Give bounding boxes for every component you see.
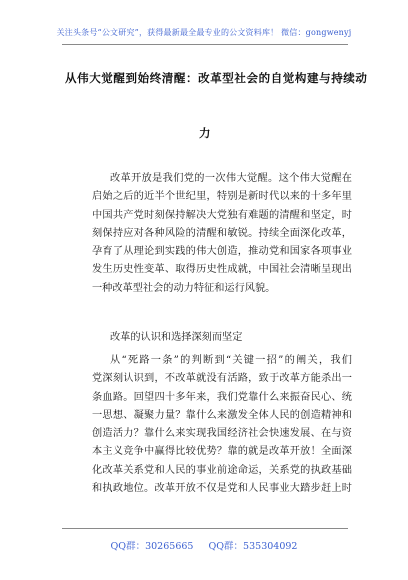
paragraph-line: 启始之后的近半个世纪里，特别是新时代以来的十多年里 [92,191,352,203]
paragraph-line: 本主义竞争中赢得比较优势？靠的就是改革开放！全面深 [92,446,352,458]
paragraph-line: 一种改革型社会的动力特征和运行风貌。 [92,282,276,294]
paragraph-line: 创造活力？靠什么来实现我国经济社会快速发展、在与资 [92,428,352,440]
header-divider [62,44,348,45]
paragraph-line: 和执政地位。改革开放不仅是党和人民事业大踏步赶上时 [92,483,352,495]
paragraph-line: 一思想、凝聚力量？靠什么来激发全体人民的创造精神和 [92,409,352,421]
footer-contacts [0,538,408,552]
footer-qq-group-1: QQ群：30265665 [110,541,194,552]
footer-divider [62,528,348,529]
paragraph-line: 刻保持应对各种风险的清醒和敏锐。持续全面深化改革， [92,227,352,239]
paragraph-line: 化改革关系党和人民的事业前途命运，关系党的执政基础 [92,464,352,476]
paragraph-line: 改革开放是我们党的一次伟大觉醒。这个伟大觉醒在 [110,173,352,184]
paragraph-line: 孕育了从理论到实践的伟大创造，推动党和国家各项事业 [92,246,352,258]
document-title-line-1: 从伟大觉醒到始终清醒：改革型社会的自觉构建与持续动 [65,71,368,85]
paragraph-1 [92,170,352,298]
section-subheading: 改革的认识和选择深刻而坚定 [110,332,243,343]
header-note: 关注头条号“公文研究”，获得最新最全最专业的公文资料库！ 微信：gongwenyj [56,28,352,37]
paragraph-line: 从“死路一条”的判断到“关键一招”的阐关，我们 [110,355,352,366]
document-title-line-2: 力 [198,126,212,140]
paragraph-line: 党深刻认识到，不改革就没有活路，致于改革方能杀出一 [92,373,352,385]
footer-qq-group-2: QQ群：535304092 [208,541,298,552]
paragraph-line: 发生历史性变革、取得历史性成就，中国社会清晰呈现出 [92,264,352,276]
paragraph-2 [92,352,352,498]
paragraph-line: 条血路。回望四十多年来，我们党靠什么来振奋民心、统 [92,391,352,403]
paragraph-line: 中国共产党时刻保持解决大党独有难题的清醒和坚定，时 [92,209,352,221]
